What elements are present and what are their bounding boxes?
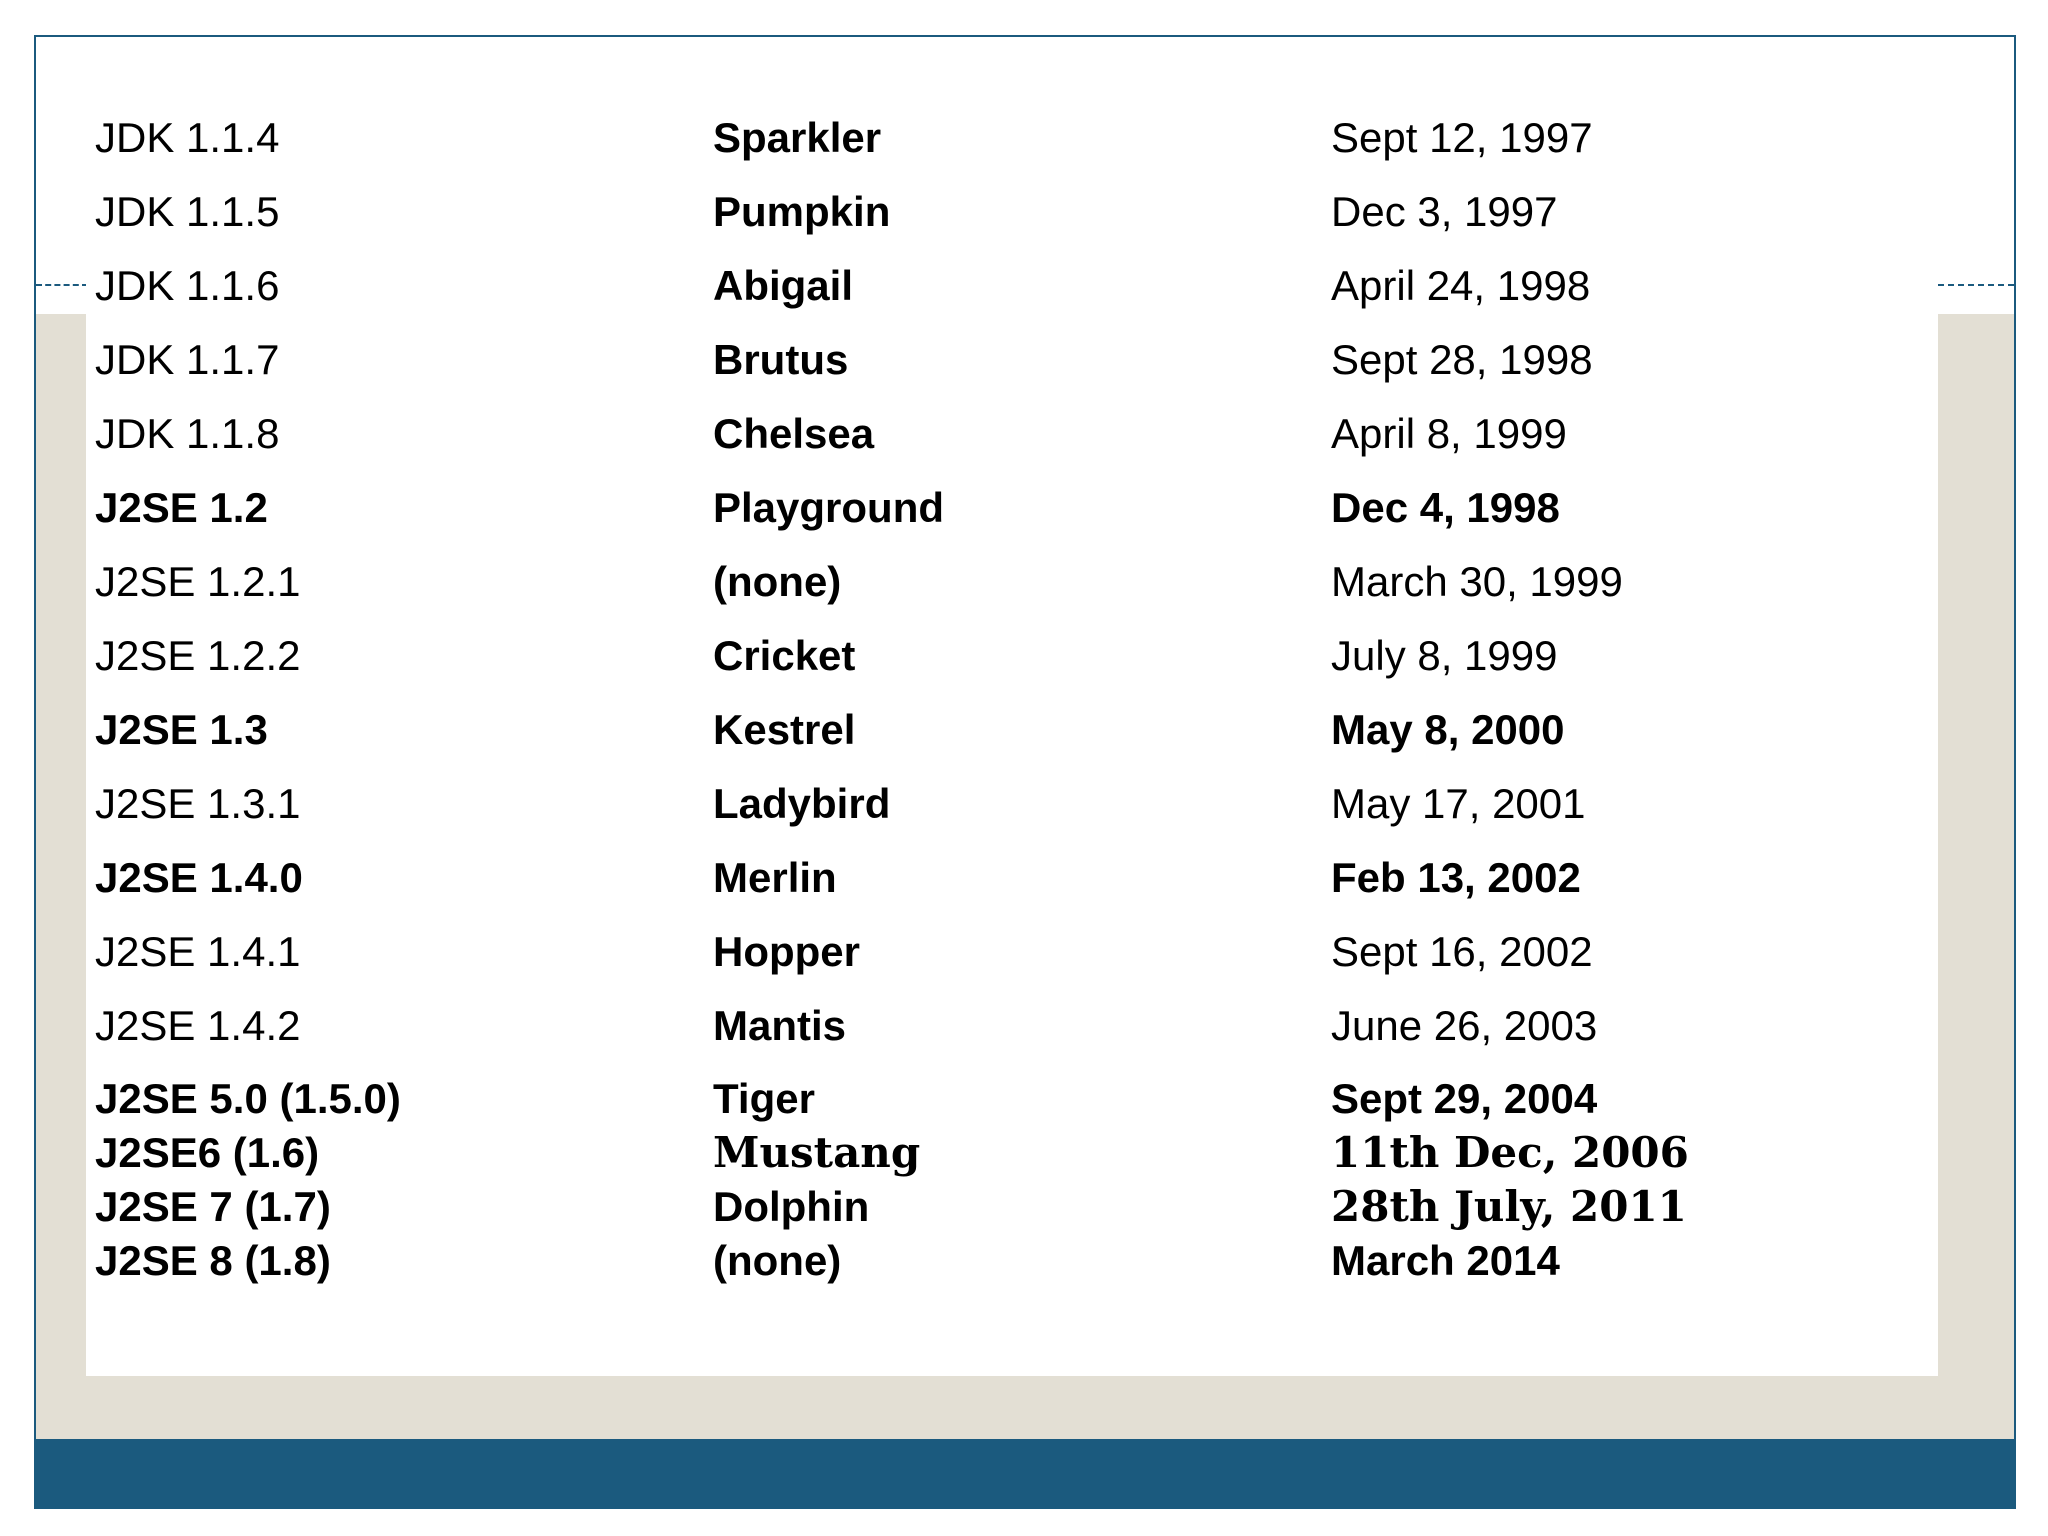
version-cell: J2SE 1.2 bbox=[95, 484, 268, 531]
table-row bbox=[95, 998, 1795, 1072]
codename-cell: Cricket bbox=[713, 632, 856, 679]
date-cell: 11th Dec, 2006 bbox=[1331, 1128, 1689, 1177]
codename-cell: Dolphin bbox=[713, 1183, 870, 1230]
date-cell: May 8, 2000 bbox=[1331, 706, 1565, 753]
version-cell: J2SE6 (1.6) bbox=[95, 1129, 320, 1176]
version-cell: J2SE 1.4.1 bbox=[95, 928, 301, 975]
version-cell: J2SE 7 (1.7) bbox=[95, 1183, 331, 1230]
date-cell: March 30, 1999 bbox=[1331, 558, 1623, 605]
codename-cell: Mustang bbox=[713, 1128, 921, 1177]
codename-cell: Pumpkin bbox=[713, 188, 891, 235]
version-cell: J2SE 8 (1.8) bbox=[95, 1237, 331, 1284]
release-table bbox=[95, 110, 1795, 1288]
codename-cell: Ladybird bbox=[713, 780, 891, 827]
guide-line-left bbox=[36, 284, 88, 286]
table-row bbox=[95, 1126, 1795, 1180]
version-cell: J2SE 1.3 bbox=[95, 706, 268, 753]
date-cell: 28th July, 2011 bbox=[1331, 1182, 1687, 1231]
date-cell: April 24, 1998 bbox=[1331, 262, 1591, 309]
table-row bbox=[95, 924, 1795, 998]
table-row bbox=[95, 258, 1795, 332]
date-cell: Dec 3, 1997 bbox=[1331, 188, 1558, 235]
table-row bbox=[95, 1180, 1795, 1234]
table-row bbox=[95, 850, 1795, 924]
date-cell: March 2014 bbox=[1331, 1237, 1560, 1284]
date-cell: Feb 13, 2002 bbox=[1331, 854, 1581, 901]
date-cell: Sept 29, 2004 bbox=[1331, 1075, 1598, 1122]
codename-cell: (none) bbox=[713, 558, 842, 605]
table-row bbox=[95, 776, 1795, 850]
codename-cell: Hopper bbox=[713, 928, 860, 975]
codename-cell: Playground bbox=[713, 484, 945, 531]
version-cell: J2SE 1.2.2 bbox=[95, 632, 301, 679]
version-cell: J2SE 1.2.1 bbox=[95, 558, 301, 605]
version-cell: J2SE 1.3.1 bbox=[95, 780, 301, 827]
table-row bbox=[95, 702, 1795, 776]
codename-cell: Tiger bbox=[713, 1075, 815, 1122]
date-cell: May 17, 2001 bbox=[1331, 780, 1586, 827]
table-row bbox=[95, 332, 1795, 406]
version-cell: J2SE 1.4.0 bbox=[95, 854, 303, 901]
footer-bar bbox=[36, 1439, 2014, 1507]
codename-cell: Chelsea bbox=[713, 410, 875, 457]
codename-cell: Kestrel bbox=[713, 706, 856, 753]
codename-cell: Mantis bbox=[713, 1002, 847, 1049]
table-row bbox=[95, 1234, 1795, 1288]
date-cell: Sept 12, 1997 bbox=[1331, 114, 1593, 161]
table-row bbox=[95, 110, 1795, 184]
version-cell: JDK 1.1.7 bbox=[95, 336, 280, 383]
codename-cell: (none) bbox=[713, 1237, 842, 1284]
date-cell: Sept 16, 2002 bbox=[1331, 928, 1593, 975]
table-row bbox=[95, 1072, 1795, 1126]
date-cell: April 8, 1999 bbox=[1331, 410, 1567, 457]
version-cell: J2SE 1.4.2 bbox=[95, 1002, 301, 1049]
codename-cell: Sparkler bbox=[713, 114, 882, 161]
version-cell: JDK 1.1.4 bbox=[95, 114, 280, 161]
version-cell: JDK 1.1.8 bbox=[95, 410, 280, 457]
guide-line-right bbox=[1938, 284, 2014, 286]
date-cell: June 26, 2003 bbox=[1331, 1002, 1598, 1049]
version-cell: JDK 1.1.5 bbox=[95, 188, 280, 235]
codename-cell: Abigail bbox=[713, 262, 854, 309]
date-cell: July 8, 1999 bbox=[1331, 632, 1558, 679]
table-row bbox=[95, 480, 1795, 554]
table-row bbox=[95, 406, 1795, 480]
version-cell: JDK 1.1.6 bbox=[95, 262, 280, 309]
table-row bbox=[95, 628, 1795, 702]
table-row bbox=[95, 554, 1795, 628]
version-cell: J2SE 5.0 (1.5.0) bbox=[95, 1075, 401, 1122]
codename-cell: Brutus bbox=[713, 336, 849, 383]
codename-cell: Merlin bbox=[713, 854, 837, 901]
date-cell: Sept 28, 1998 bbox=[1331, 336, 1593, 383]
table-row bbox=[95, 184, 1795, 258]
date-cell: Dec 4, 1998 bbox=[1331, 484, 1560, 531]
